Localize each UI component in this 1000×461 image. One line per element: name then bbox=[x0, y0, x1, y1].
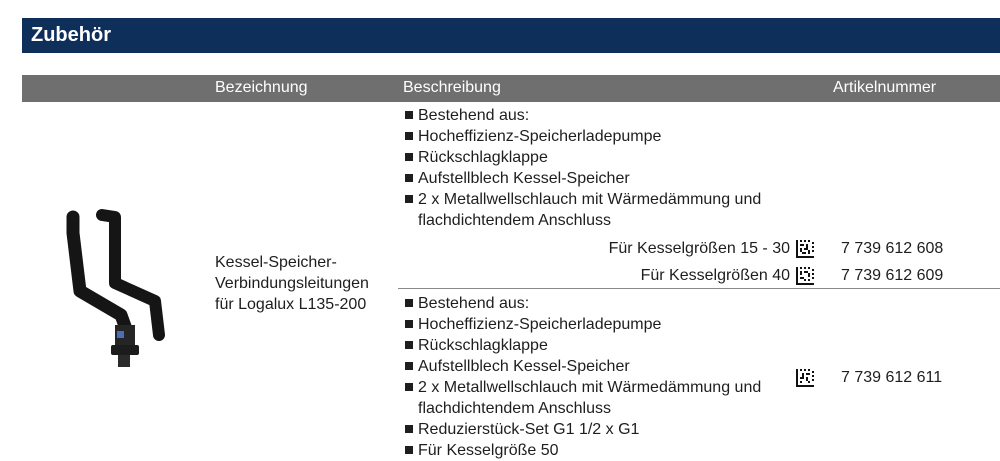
list-item: 2 x Metallwellschlauch mit Wärmedämmung und bbox=[404, 189, 804, 210]
section-title: Zubehör bbox=[22, 18, 1000, 53]
option-size-label: Für Kesselgrößen 15 - 30 bbox=[608, 240, 790, 257]
list-item: Bestehend aus: bbox=[404, 293, 804, 314]
column-header-description: Beschreibung bbox=[403, 79, 501, 96]
column-header-article-number: Artikelnummer bbox=[833, 79, 937, 96]
list-item: Für Kesselgröße 50 bbox=[404, 440, 804, 461]
list-item: Hocheffizienz-Speicherladepumpe bbox=[404, 126, 804, 147]
product-name-line: Verbindungsleitungen bbox=[215, 275, 369, 292]
list-item-continuation: flachdichtendem Anschluss bbox=[418, 400, 611, 417]
article-number: 7 739 612 611 bbox=[841, 369, 943, 386]
list-item: 2 x Metallwellschlauch mit Wärmedämmung und bbox=[404, 377, 804, 398]
product-name-line: für Logalux L135-200 bbox=[215, 296, 367, 313]
article-number: 7 739 612 609 bbox=[841, 267, 944, 284]
datamatrix-icon bbox=[796, 369, 814, 387]
article-number: 7 739 612 608 bbox=[841, 240, 944, 257]
product-name-line: Kessel-Speicher- bbox=[215, 254, 337, 271]
row-divider bbox=[398, 288, 1000, 289]
list-item: Reduzierstück-Set G1 1/2 x G1 bbox=[404, 419, 804, 440]
list-item: Bestehend aus: bbox=[404, 105, 804, 126]
option-size-label: Für Kesselgrößen 40 bbox=[640, 267, 790, 284]
datamatrix-icon bbox=[796, 240, 814, 258]
list-item: Rückschlagklappe bbox=[404, 147, 804, 168]
table-header bbox=[22, 75, 1000, 102]
column-header-designation: Bezeichnung bbox=[215, 79, 308, 96]
datamatrix-icon bbox=[796, 267, 814, 285]
list-item: Rückschlagklappe bbox=[404, 335, 804, 356]
list-item: Hocheffizienz-Speicherladepumpe bbox=[404, 314, 804, 335]
list-item-continuation: flachdichtendem Anschluss bbox=[418, 212, 611, 229]
variant-a-description bbox=[404, 105, 804, 231]
pipe-connection-set-image bbox=[55, 205, 180, 370]
list-item: Aufstellblech Kessel-Speicher bbox=[404, 168, 804, 189]
product-name bbox=[215, 252, 369, 315]
list-item: Aufstellblech Kessel-Speicher bbox=[404, 356, 804, 377]
variant-b-description bbox=[404, 293, 804, 461]
